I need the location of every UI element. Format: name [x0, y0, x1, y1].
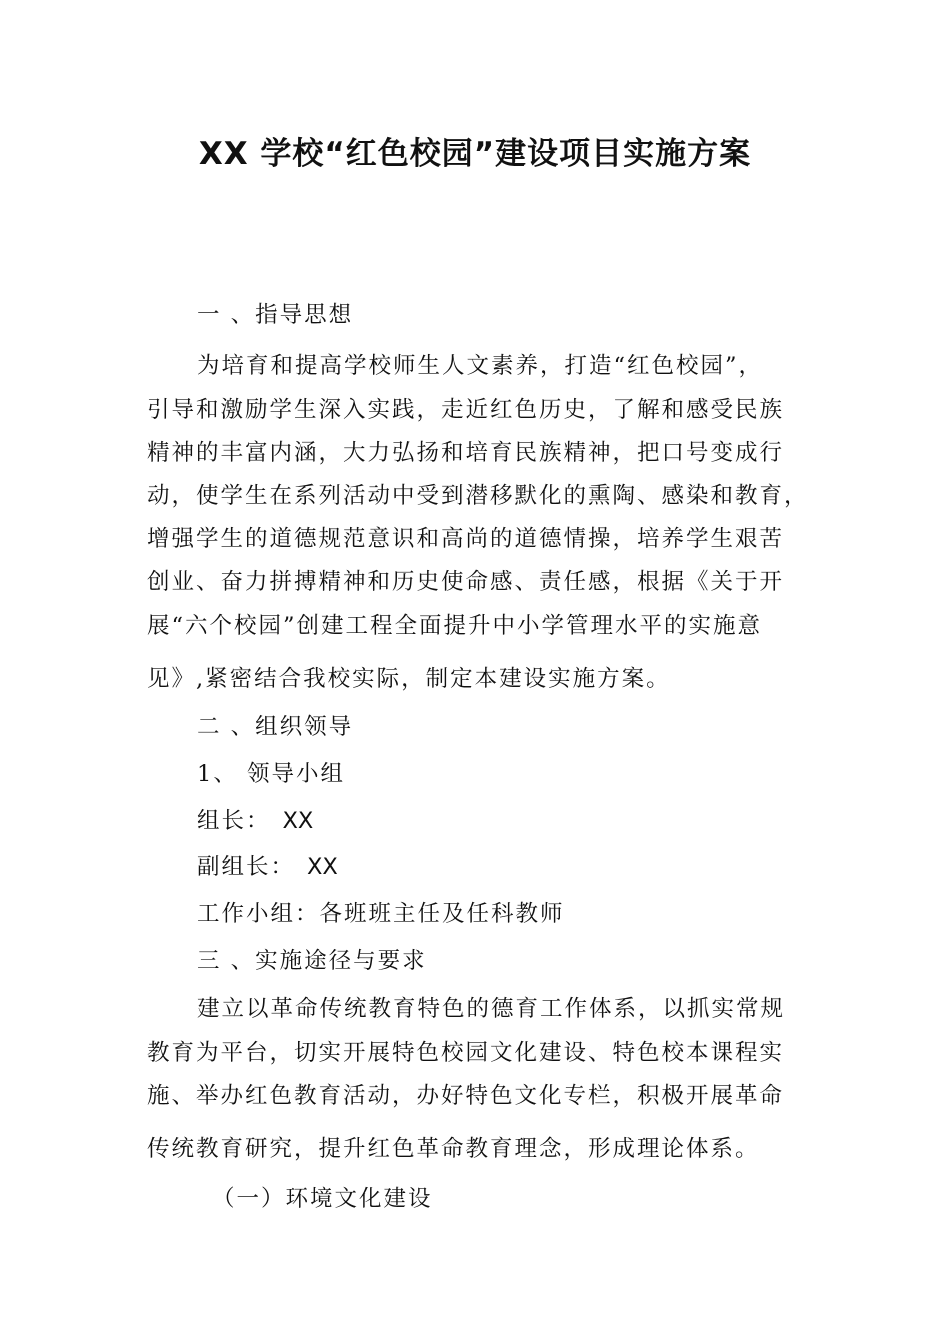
group-leader-value: XX: [282, 808, 314, 834]
paragraph-line: 建立以革命传统教育特色的德育工作体系，以抓实常规: [197, 996, 786, 1022]
deputy-leader-value: XX: [307, 854, 338, 880]
paragraph-line: 动，使学生在系列活动中受到潜移默化的熏陶、感染和教育，: [147, 483, 809, 509]
section-heading-guiding-ideology: 一 、指导思想: [197, 302, 354, 328]
paragraph-line: 施、举办红色教育活动，办好特色文化专栏，积极开展革命: [147, 1083, 785, 1109]
paragraph-line: 引导和激励学生深入实践，走近红色历史，了解和感受民族: [147, 397, 785, 423]
paragraph-line: 展“六个校园”创建工程全面提升中小学管理水平的实施意: [147, 613, 763, 639]
section-heading-implementation: 三 、实施途径与要求: [197, 948, 427, 974]
group-leader-label: 组长：: [197, 808, 271, 834]
subsection-heading-environment: （一）环境文化建设: [212, 1186, 433, 1212]
paragraph-line: 增强学生的道德规范意识和高尚的道德情操，培养学生艰苦: [147, 526, 785, 552]
paragraph-line: 传统教育研究，提升红色革命教育理念，形成理论体系。: [147, 1136, 760, 1162]
paragraph-line: 见》,紧密结合我校实际，制定本建设实施方案。: [147, 666, 671, 692]
group-leader-row: [197, 806, 313, 836]
document-title: XX 学校“红色校园”建设项目实施方案: [198, 136, 752, 172]
deputy-leader-row: [197, 852, 338, 882]
paragraph-line: 创业、奋力拼搏精神和历史使命感、责任感，根据《关于开: [147, 569, 785, 595]
paragraph-line: 为培育和提高学校师生人文素养，打造“红色校园”，: [197, 353, 764, 379]
leadership-group-label: 1、 领导小组: [197, 761, 345, 787]
work-group-line: 工作小组：各班班主任及任科教师: [197, 901, 565, 927]
paragraph-line: 精神的丰富内涵，大力弘扬和培育民族精神，把口号变成行: [147, 440, 785, 466]
paragraph-line: 教育为平台，切实开展特色校园文化建设、特色校本课程实: [147, 1040, 785, 1066]
section-heading-organization: 二 、组织领导: [197, 714, 354, 740]
deputy-leader-label: 副组长：: [197, 854, 296, 880]
